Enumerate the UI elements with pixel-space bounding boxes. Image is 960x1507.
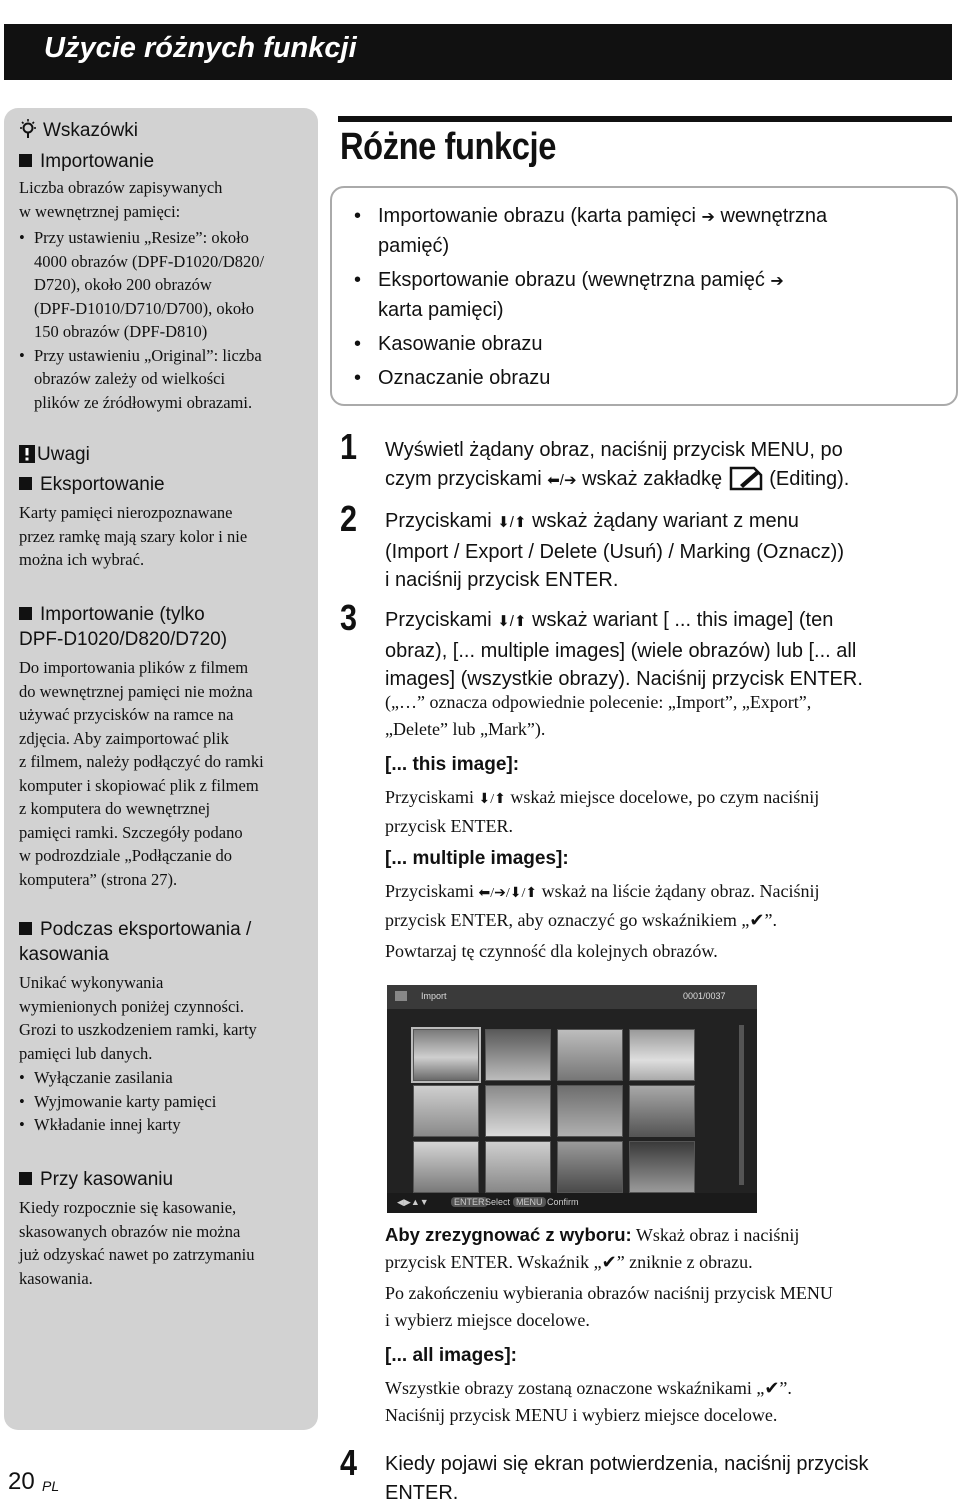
nav-arrows-icon: ◀▶▲▼ [397, 1197, 429, 1207]
notes-export-text: Karty pamięci nierozpoznawane przez ramkę mają szary kolor i nie można ich wybrać. [19, 503, 248, 569]
list-item: • Eksportowanie obrazu (wewnętrzna pamięć ➔ karta pamięci) [348, 266, 948, 325]
cancel-selection-text: Aby zrezygnować z wyboru: Wskaż obraz i naciśnij przycisk ENTER. Wskaźnik „✔” zniknie z obrazu. [385, 1224, 800, 1272]
notes-during-text: Unikać wykonywania wymienionych poniżej czynności. Grozi to uszkodzeniem ramki, karty pamięci lub danych. [19, 973, 257, 1063]
thumbnail [629, 1141, 695, 1193]
all-images-heading: [... all images]: [385, 1345, 517, 1366]
thumbnail [557, 1085, 623, 1137]
thumbnail [557, 1141, 623, 1193]
tips-section [19, 118, 309, 414]
multiple-images-text: Przyciskami ⬅/➔/⬇/⬆ wskaż na liście żądany obraz. Naciśnij przycisk ENTER, aby oznaczyć go wskaźnikiem „✔”. [385, 881, 820, 930]
this-image-heading: [... this image]: [385, 754, 520, 775]
notes-import-only-heading: Importowanie (tylko DPF-D1020/D820/D720) [19, 604, 228, 650]
list-item: • Kasowanie obrazu [348, 330, 948, 359]
menu-key-label: MENU [513, 1197, 546, 1207]
screen-footer-bar [387, 1193, 757, 1213]
screen-title: Import [421, 991, 447, 1001]
notes-heading: Uwagi [19, 442, 309, 467]
section-heading: Różne funkcje [340, 126, 556, 168]
step-3-note: („…” oznacza odpowiednie polecenie: „Import”, „Export”, „Delete” lub „Mark”). [385, 692, 812, 739]
arrow-up-down-icon: ⬇/⬆ [478, 792, 506, 807]
thumbnail [629, 1085, 695, 1137]
select-label: Select [485, 1197, 511, 1207]
this-image-text: Przyciskami ⬇/⬆ wskaż miejsce docelowe, po czym naciśnij przycisk ENTER. [385, 787, 820, 836]
notes-delete-text: Kiedy rozpocznie się kasowanie, skasowanych obrazów nie można już odzyskać nawet po zatrzymaniu kasowania. [19, 1198, 255, 1288]
screen-counter: 0001/0037 [683, 991, 726, 1001]
thumbnail [413, 1141, 479, 1193]
title-bar [4, 24, 952, 80]
step-number: 2 [340, 498, 358, 539]
page-language: PL [42, 1478, 60, 1494]
arrow-right-icon: ➔ [701, 209, 715, 226]
step-number: 4 [340, 1442, 358, 1483]
step-4-text: Kiedy pojawi się ekran potwierdzenia, naciśnij przycisk ENTER. [385, 1453, 869, 1504]
editing-tab-icon [728, 465, 764, 491]
thumbnail [557, 1029, 623, 1081]
list-item: • Przy ustawieniu „Resize”: około 4000 obrazów (DPF-D1020/D820/ D720), około 200 obrazów (DPF-D1010/D710/D700), około 150 obrazów (DPF-D810) [19, 226, 309, 344]
notes-during-section [19, 917, 309, 1137]
tips-import-heading: Importowanie [19, 149, 309, 174]
list-item: • Importowanie obrazu (karta pamięci ➔ wewnętrzna pamięć) [348, 202, 948, 261]
notes-delete-heading: Przy kasowaniu [19, 1167, 309, 1192]
section-rule [338, 116, 952, 122]
thumbnail [413, 1029, 479, 1081]
thumbnail [485, 1085, 551, 1137]
arrow-four-way-icon: ⬅/➔/⬇/⬆ [478, 886, 538, 901]
notes-import-only-text: Do importowania plików z filmem do wewnętrznej pamięci nie można używać przycisków na ramce na zdjęcia. Aby zaimportować plik z filmem, należy podłączyć do ramki komputer i skopiować plik z filmem z komputera do wewnętrznej pamięci ramki. Szczegóły podano w podrozdziale „Podłączanie do komputera” (strona 27). [19, 658, 264, 889]
all-images-text: Wszystkie obrazy zostaną oznaczone wskaźnikami „✔”. Naciśnij przycisk MENU i wybierz miejsce docelowe. [385, 1378, 792, 1425]
thumbnail [413, 1085, 479, 1137]
step-2-text: Przyciskami ⬇/⬆ wskaż żądany wariant z menu (Import / Export / Delete (Usuń) / Marking (Oznacz)) i naciśnij przycisk ENTER. [385, 510, 845, 591]
note-icon [19, 445, 35, 463]
tips-import-text: Liczba obrazów zapisywanych w wewnętrznej pamięci: [19, 178, 223, 221]
notes-import-only-section [19, 602, 309, 891]
thumbnail [485, 1029, 551, 1081]
multiple-images-repeat: Powtarzaj tę czynność dla kolejnych obrazów. [385, 941, 718, 961]
page-number: 20 [8, 1468, 35, 1495]
screen-title-bar [387, 985, 757, 1009]
notes-export-heading: Eksportowanie [19, 472, 309, 497]
notes-during-heading: Podczas eksportowania / kasowania [19, 919, 252, 965]
list-item: • Oznaczanie obrazu [348, 364, 948, 393]
list-item: • Wyjmowanie karty pamięci [19, 1090, 309, 1114]
multiple-images-heading: [... multiple images]: [385, 848, 569, 869]
confirm-label: Confirm [547, 1197, 579, 1207]
page-title: Użycie różnych funkcji [44, 32, 357, 64]
lightbulb-icon [19, 119, 37, 139]
tips-heading: Wskazówki [19, 118, 309, 143]
arrow-left-right-icon: ⬅/➔ [547, 471, 577, 489]
notes-during-list [19, 1066, 309, 1137]
feature-list [348, 202, 948, 398]
enter-key-label: ENTER [451, 1197, 488, 1207]
notes-delete-section [19, 1167, 309, 1290]
import-icon [395, 991, 407, 1001]
thumbnail [629, 1029, 695, 1081]
arrow-up-down-icon: ⬇/⬆ [497, 613, 527, 630]
notes-section [19, 442, 309, 572]
tips-bullet-list [19, 226, 309, 414]
arrow-up-down-icon: ⬇/⬆ [497, 514, 527, 531]
thumbnail [485, 1141, 551, 1193]
list-item: • Wyłączanie zasilania [19, 1066, 309, 1090]
step-number: 1 [340, 426, 358, 467]
arrow-right-icon: ➔ [770, 273, 784, 290]
step-1-text: Wyświetl żądany obraz, naciśnij przycisk MENU, po czym przyciskami ⬅/➔ wskaż zakładkę (Editing). [385, 439, 850, 490]
list-item: • Przy ustawieniu „Original”: liczba obrazów zależy od wielkości plików ze źródłowymi obrazami. [19, 344, 309, 415]
step-3-text: Przyciskami ⬇/⬆ wskaż wariant [ ... this image] (ten obraz), [... multiple images] (wiele obrazów) lub [... all images] (wszystkie obrazy). Naciśnij przycisk ENTER. [385, 609, 863, 690]
import-screen-image [387, 985, 757, 1213]
list-item: • Wkładanie innej karty [19, 1113, 309, 1137]
scrollbar[interactable] [739, 1025, 744, 1185]
step-number: 3 [340, 597, 358, 638]
after-selection-text: Po zakończeniu wybierania obrazów naciśnij przycisk MENU i wybierz miejsce docelowe. [385, 1283, 833, 1330]
